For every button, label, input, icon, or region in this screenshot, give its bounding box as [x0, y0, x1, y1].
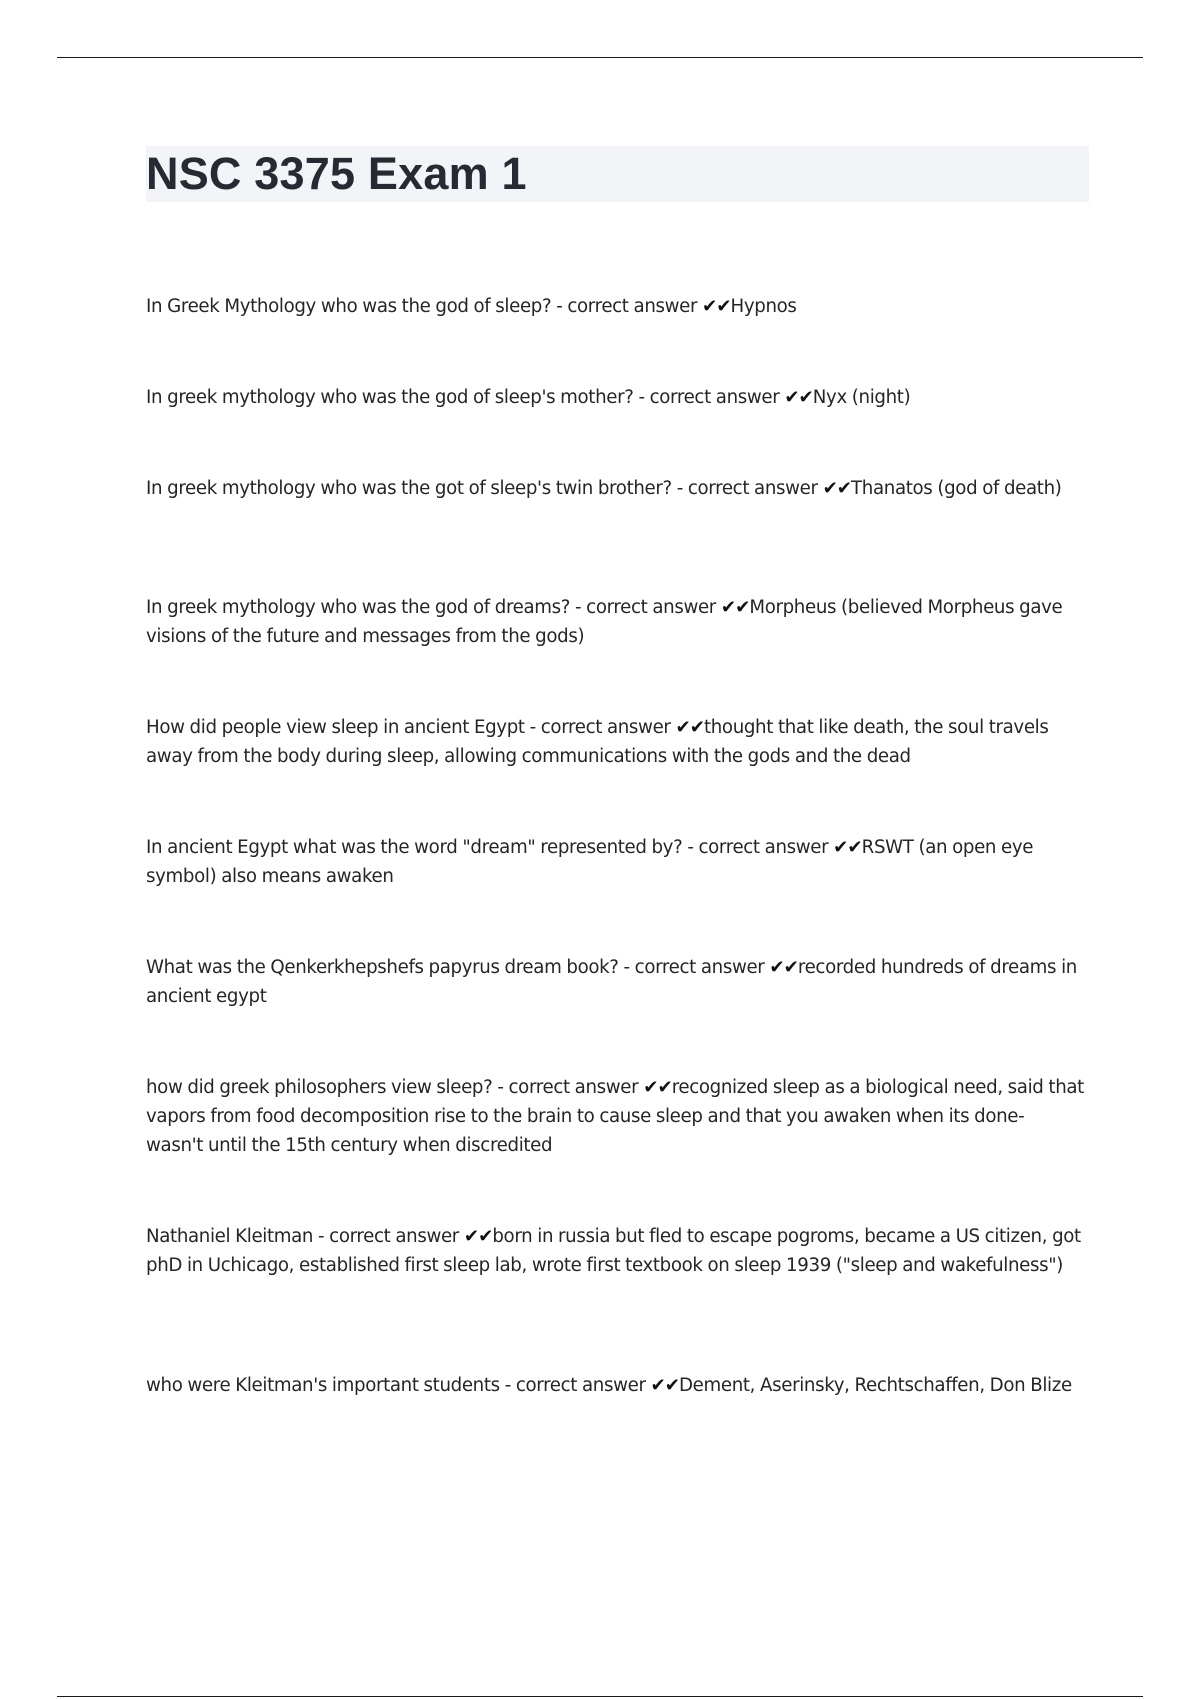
- question-text: What was the Qenkerkhepshefs papyrus dream book?: [146, 957, 619, 978]
- check-icon: ✔✔: [720, 597, 750, 618]
- answer-separator: - correct answer: [570, 597, 721, 618]
- check-icon: ✔✔: [643, 1077, 672, 1098]
- qa-item-8: [146, 1073, 1086, 1160]
- question-text: How did people view sleep in ancient Egypt: [146, 717, 525, 738]
- answer-separator: - correct answer: [551, 296, 703, 317]
- qa-item-7: [146, 953, 1086, 1011]
- check-icon: ✔✔: [833, 837, 862, 858]
- question-text: In greek mythology who was the god of sleep's mother?: [146, 387, 634, 408]
- qa-item-1: [146, 292, 1086, 321]
- page-title: NSC 3375 Exam 1: [146, 148, 527, 199]
- answer-text: Hypnos: [730, 296, 797, 317]
- question-text: In Greek Mythology who was the god of sleep?: [146, 296, 552, 317]
- check-icon: ✔✔: [463, 1226, 493, 1247]
- answer-separator: - correct answer: [671, 478, 823, 499]
- question-text: how did greek philosophers view sleep?: [146, 1077, 493, 1098]
- qa-item-9: [146, 1222, 1086, 1280]
- top-rule: [57, 57, 1143, 58]
- check-icon: ✔✔: [650, 1375, 680, 1396]
- answer-text: thought that like death, the soul travels away from the body during sleep, allowing communications with the gods and the dead: [146, 717, 1049, 767]
- answer-separator: - correct answer: [499, 1375, 651, 1396]
- qa-item-2: [146, 383, 1086, 412]
- bottom-rule: [57, 1696, 1143, 1697]
- check-icon: ✔✔: [784, 387, 813, 408]
- check-icon: ✔✔: [675, 717, 704, 738]
- qa-item-3: [146, 474, 1086, 503]
- question-text: Nathaniel Kleitman: [146, 1226, 314, 1247]
- answer-separator: - correct answer: [524, 717, 676, 738]
- check-icon: ✔✔: [822, 478, 852, 499]
- qa-item-5: [146, 713, 1086, 771]
- answer-text: recognized sleep as a biological need, said that vapors from food decomposition rise to the brain to cause sleep and that you awaken when its done- wasn't until the 15th century when discredited: [146, 1077, 1084, 1156]
- qa-item-6: [146, 833, 1086, 891]
- answer-separator: - correct answer: [492, 1077, 644, 1098]
- answer-text: RSWT (an open eye symbol) also means awaken: [146, 837, 1034, 887]
- answer-text: Dement, Aserinsky, Rechtschaffen, Don Blize: [679, 1375, 1072, 1396]
- answer-text: Morpheus (believed Morpheus gave visions of the future and messages from the gods): [146, 597, 1063, 647]
- question-text: who were Kleitman's important students: [146, 1375, 500, 1396]
- qa-item-4: [146, 593, 1086, 651]
- question-text: In greek mythology who was the god of dreams?: [146, 597, 571, 618]
- answer-text: born in russia but fled to escape pogroms, became a US citizen, got phD in Uchicago, established first sleep lab, wrote first textbook on sleep 1939 ("sleep and wakefulness"): [146, 1226, 1081, 1276]
- answer-text: Thanatos (god of death): [851, 478, 1062, 499]
- answer-separator: - correct answer: [633, 387, 785, 408]
- answer-separator: - correct answer: [618, 957, 770, 978]
- answer-text: recorded hundreds of dreams in ancient egypt: [146, 957, 1077, 1007]
- qa-item-10: [146, 1371, 1086, 1400]
- question-text: In greek mythology who was the got of sleep's twin brother?: [146, 478, 672, 499]
- check-icon: ✔✔: [769, 957, 798, 978]
- question-text: In ancient Egypt what was the word "dream" represented by?: [146, 837, 683, 858]
- answer-separator: - correct answer: [682, 837, 834, 858]
- answer-text: Nyx (night): [812, 387, 911, 408]
- answer-separator: - correct answer: [313, 1226, 464, 1247]
- check-icon: ✔✔: [702, 296, 731, 317]
